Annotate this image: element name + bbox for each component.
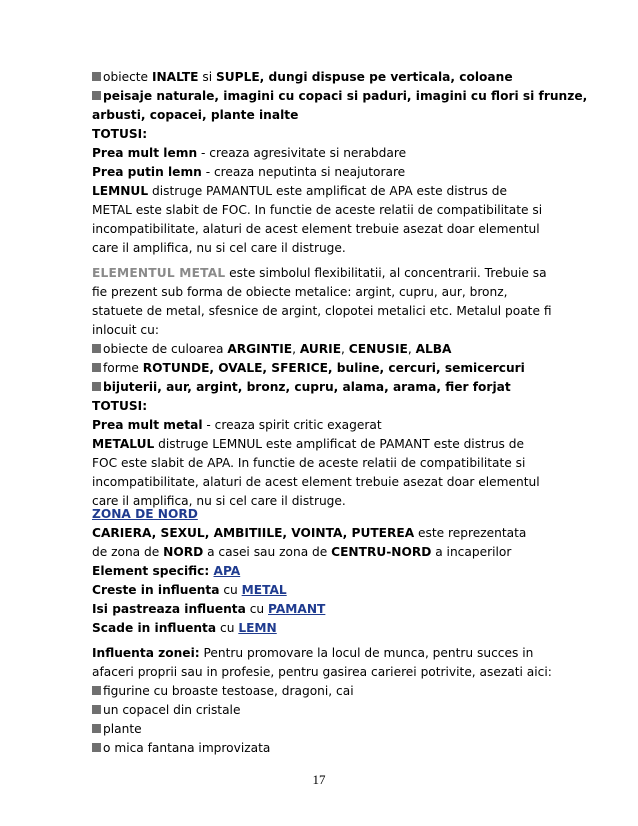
text-line: Element specific: APA — [92, 564, 241, 578]
text-line: incompatibilitate, alaturi de acest element trebuie asezat doar elementul — [92, 222, 540, 236]
square-bullet-icon — [92, 705, 101, 714]
list-item: plante — [92, 720, 552, 739]
text-line: incompatibilitate, alaturi de acest element trebuie asezat doar elementul — [92, 475, 540, 489]
square-bullet-icon — [92, 686, 101, 695]
text-line: ELEMENTUL METAL este simbolul flexibilitatii, al concentrarii. Trebuie sa — [92, 266, 547, 280]
text-line: afaceri proprii sau in profesie, pentru gasirea carierei potrivite, asezati aici: — [92, 665, 552, 679]
wood-section — [92, 68, 588, 258]
text-line: Prea mult lemn - creaza agresivitate si nerabdare — [92, 146, 407, 160]
north-zone-section — [92, 505, 552, 638]
text-line: Scade in influenta cu LEMN — [92, 621, 277, 635]
list-item: forme ROTUNDE, OVALE, SFERICE, buline, cercuri, semicercuri — [92, 359, 552, 378]
list-item: bijuterii, aur, argint, bronz, cupru, alama, arama, fier forjat — [92, 378, 552, 397]
totusi-label: TOTUSI: — [92, 127, 148, 141]
square-bullet-icon — [92, 72, 101, 81]
text-line: care il amplifica, nu si cel care il distruge. — [92, 494, 346, 508]
totusi-label: TOTUSI: — [92, 399, 148, 413]
text-line — [92, 505, 552, 524]
text-line: inlocuit cu: — [92, 323, 159, 337]
section-heading: ZONA DE NORD — [92, 507, 198, 521]
text-line: Prea putin lemn - creaza neputinta si neajutorare — [92, 165, 406, 179]
list-item: peisaje naturale, imagini cu copaci si paduri, imagini cu flori si frunze, — [92, 87, 552, 106]
page-number: 17 — [312, 772, 326, 787]
square-bullet-icon — [92, 724, 101, 733]
list-item: un copacel din cristale — [92, 701, 552, 720]
square-bullet-icon — [92, 344, 101, 353]
text-line: Influenta zonei: Pentru promovare la locul de munca, pentru succes in — [92, 646, 534, 660]
text-line: CARIERA, SEXUL, AMBITIILE, VOINTA, PUTEREA este reprezentata — [92, 526, 527, 540]
zone-influence-section — [92, 644, 552, 758]
square-bullet-icon — [92, 743, 101, 752]
text-line: statuete de metal, sfesnice de argint, clopotei metalici etc. Metalul poate fi — [92, 304, 552, 318]
text-line: FOC este slabit de APA. In functie de aceste relatii de compatibilitate si — [92, 456, 526, 470]
text-line: de zona de NORD a casei sau zona de CENTRU-NORD a incaperilor — [92, 545, 512, 559]
square-bullet-icon — [92, 382, 101, 391]
text-line: Prea mult metal - creaza spirit critic exagerat — [92, 418, 382, 432]
square-bullet-icon — [92, 91, 101, 100]
text-line: METALUL distruge LEMNUL este amplificat de PAMANT este distrus de — [92, 437, 525, 451]
list-item: figurine cu broaste testoase, dragoni, cai — [92, 682, 552, 701]
text-line: arbusti, copacei, plante inalte — [92, 108, 299, 122]
text-line: Creste in influenta cu METAL — [92, 583, 287, 597]
text-line: METAL este slabit de FOC. In functie de aceste relatii de compatibilitate si — [92, 203, 543, 217]
list-item: o mica fantana improvizata — [92, 739, 552, 758]
square-bullet-icon — [92, 363, 101, 372]
text-line: LEMNUL distruge PAMANTUL este amplificat de APA este distrus de — [92, 184, 507, 198]
metal-section — [92, 264, 552, 511]
section-heading: ELEMENTUL METAL — [92, 266, 226, 280]
list-item: obiecte de culoarea ARGINTIE, AURIE, CENUSIE, ALBA — [92, 340, 552, 359]
text-line: Isi pastreaza influenta cu PAMANT — [92, 602, 326, 616]
list-item: obiecte INALTE si SUPLE, dungi dispuse pe verticala, coloane — [92, 68, 552, 87]
text-line: fie prezent sub forma de obiecte metalice: argint, cupru, aur, bronz, — [92, 285, 508, 299]
text-line: care il amplifica, nu si cel care il distruge. — [92, 241, 346, 255]
